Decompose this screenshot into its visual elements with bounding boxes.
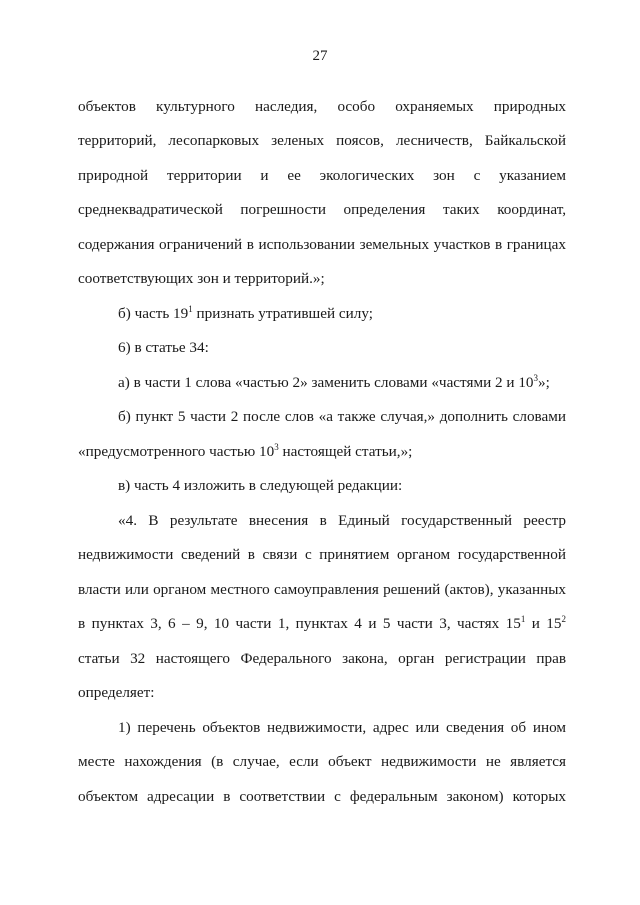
- superscript: 3: [274, 442, 279, 452]
- text-line: [118, 373, 566, 393]
- text-segment: »;: [538, 374, 550, 391]
- text-line: территорий, лесопарковых зеленых поясов, лесничеств, Байкальской: [78, 132, 566, 149]
- text-segment: в пунктах 3, 6 – 9, 10 части 1, пунктах 4 и 5 части 3, частях 15: [78, 615, 521, 632]
- text-line: объектов культурного наследия, особо охраняемых природных: [78, 98, 566, 115]
- text-line: среднеквадратической погрешности определения таких координат,: [78, 201, 566, 218]
- text-line: статьи 32 настоящего Федерального закона, орган регистрации прав: [78, 650, 566, 667]
- text-line: определяет:: [78, 684, 155, 701]
- text-segment: и 15: [525, 615, 562, 632]
- text-line: «4. В результате внесения в Единый государственный реестр: [118, 512, 566, 529]
- text-segment: признать утратившей силу;: [192, 305, 373, 322]
- text-segment: настоящей статьи,»;: [278, 443, 413, 460]
- text-line: месте нахождения (в случае, если объект недвижимости не является: [78, 753, 566, 770]
- text-line: [118, 304, 566, 324]
- text-line: б) пункт 5 части 2 после слов «а также случая,» дополнить словами: [118, 408, 566, 425]
- text-line: природной территории и ее экологических зон с указанием: [78, 167, 566, 184]
- text-line: [78, 614, 566, 634]
- text-line: власти или органом местного самоуправления решений (актов), указанных: [78, 581, 566, 598]
- text-line: содержания ограничений в использовании земельных участков в границах: [78, 236, 566, 253]
- text-line: объектом адресации в соответствии с федеральным законом) которых: [78, 788, 566, 805]
- superscript: 3: [533, 373, 539, 383]
- text-line: [78, 442, 566, 462]
- superscript: 1: [188, 304, 193, 314]
- text-line: в) часть 4 изложить в следующей редакции:: [118, 477, 403, 494]
- page-number: 27: [312, 48, 328, 64]
- text-line: 6) в статье 34:: [118, 339, 209, 356]
- text-line: соответствующих зон и территорий.»;: [78, 270, 325, 287]
- superscript: 1: [520, 614, 526, 624]
- text-segment: а) в части 1 слова «частью 2» заменить словами «частями 2 и 10: [118, 374, 534, 391]
- superscript: 2: [561, 614, 566, 624]
- text-line: недвижимости сведений в связи с принятием органом государственной: [78, 546, 566, 563]
- text-segment: «предусмотренного частью 10: [78, 443, 275, 460]
- text-segment: б) часть 19: [118, 305, 189, 322]
- text-line: 1) перечень объектов недвижимости, адрес или сведения об ином: [118, 719, 566, 736]
